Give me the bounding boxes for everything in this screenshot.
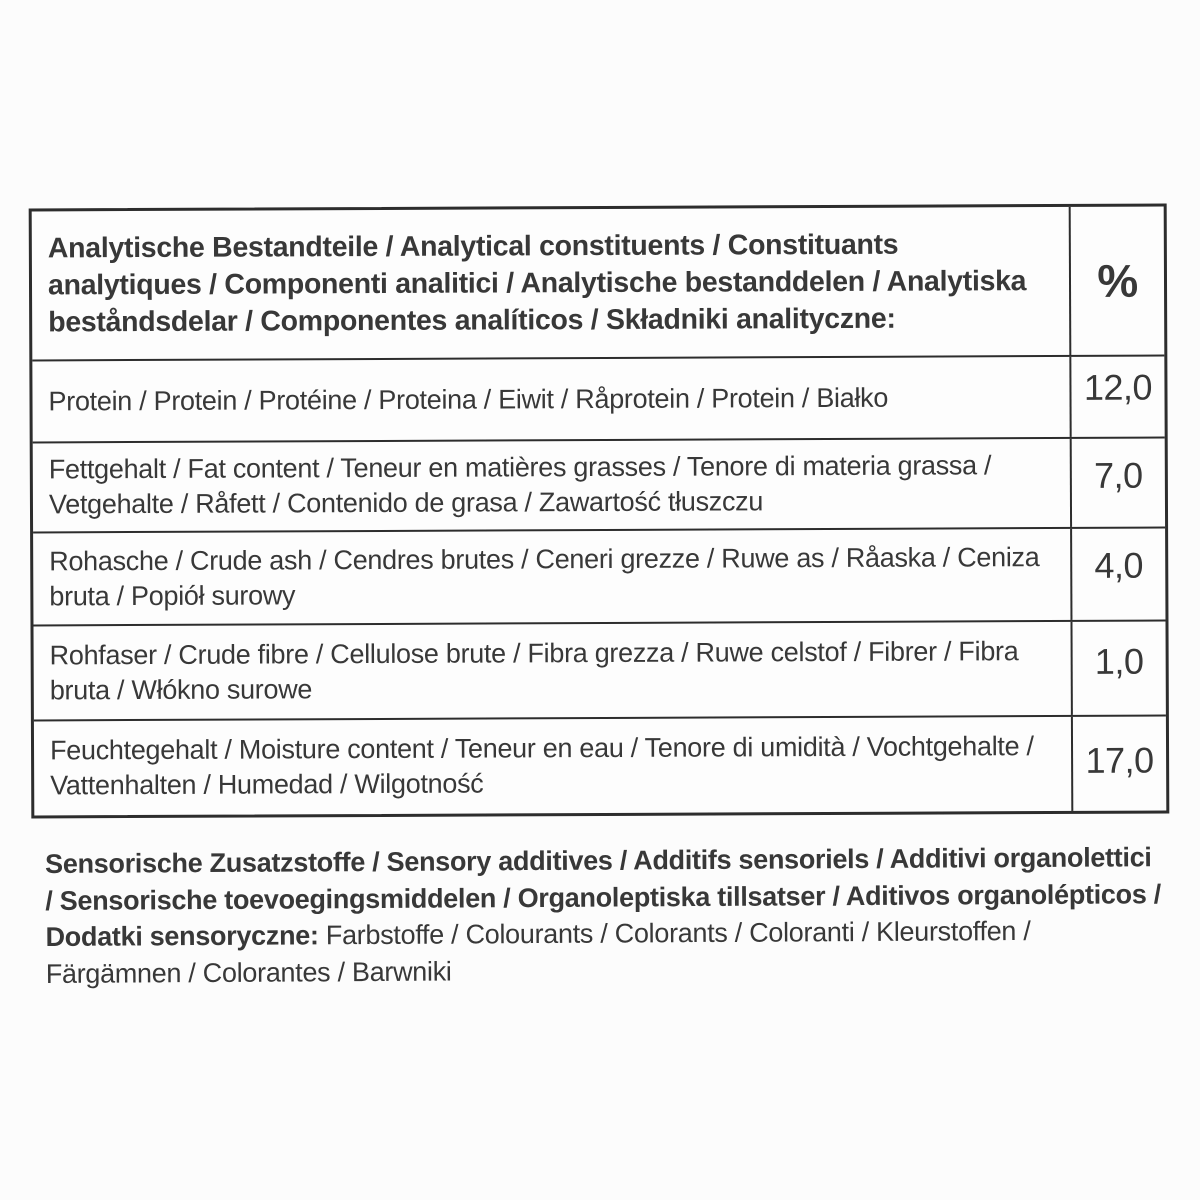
row-label-crude-ash: Rohasche / Crude ash / Cendres brutes / Ceneri grezze / Ruwe as / Råaska / Ceniza bruta / Popiół surowy bbox=[49, 541, 1040, 611]
table-row-crude-fibre bbox=[33, 620, 1165, 720]
row-value-crude-ash: 4,0 bbox=[1070, 529, 1165, 620]
table-row-moisture-content bbox=[34, 715, 1166, 816]
row-value-fat-content: 7,0 bbox=[1070, 439, 1165, 527]
row-value-crude-fibre: 1,0 bbox=[1070, 622, 1165, 715]
row-label-fat-content: Fettgehalt / Fat content / Teneur en matières grasses / Tenore di materia grassa / Vetgehalte / Råfett / Contenido de grasa / Zawartość tłuszczu bbox=[48, 450, 992, 520]
sensory-additives-colourants-list: Farbstoffe / Colourants / Colorants / Coloranti / Kleurstoffen / Färgämnen / Colorantes / Barwniki bbox=[45, 915, 1031, 989]
table-row-crude-ash bbox=[33, 527, 1165, 625]
table-header-row bbox=[32, 207, 1165, 360]
row-value-moisture-content: 17,0 bbox=[1071, 717, 1166, 811]
sensory-additives-paragraph bbox=[45, 839, 1164, 992]
table-row-protein bbox=[32, 355, 1164, 442]
table-header-title: Analytische Bestandteile / Analytical constituents / Constituants analytiques / Componenti analitici / Analytische bestanddelen / Analytiska beståndsdelar / Componentes analíticos / Składniki analityczne: bbox=[47, 228, 1027, 338]
row-label-moisture-content: Feuchtegehalt / Moisture content / Teneur en eau / Tenore di umidità / Vochtgehalte / Vattenhalten / Humedad / Wilgotność bbox=[49, 731, 1034, 801]
analytical-constituents-table bbox=[29, 204, 1170, 819]
percent-column-header: % bbox=[1069, 207, 1165, 355]
table-row-fat-content bbox=[33, 437, 1165, 532]
row-label-protein: Protein / Protein / Protéine / Proteina / Eiwit / Råprotein / Protein / Białko bbox=[48, 382, 889, 416]
row-value-protein: 12,0 bbox=[1069, 357, 1164, 437]
sensory-additives-heading: Sensorische Zusatzstoffe / Sensory additives / Additifs sensoriels / Additivi organolettici / Sensorische toevoegingsmiddelen / Organoleptiska tillsatser / Aditivos organolépticos / Dodatki sensoryczne: bbox=[45, 842, 1161, 952]
row-label-crude-fibre: Rohfaser / Crude fibre / Cellulose brute / Fibra grezza / Ruwe celstof / Fibrer / Fibra bruta / Włókno surowe bbox=[49, 635, 1019, 705]
